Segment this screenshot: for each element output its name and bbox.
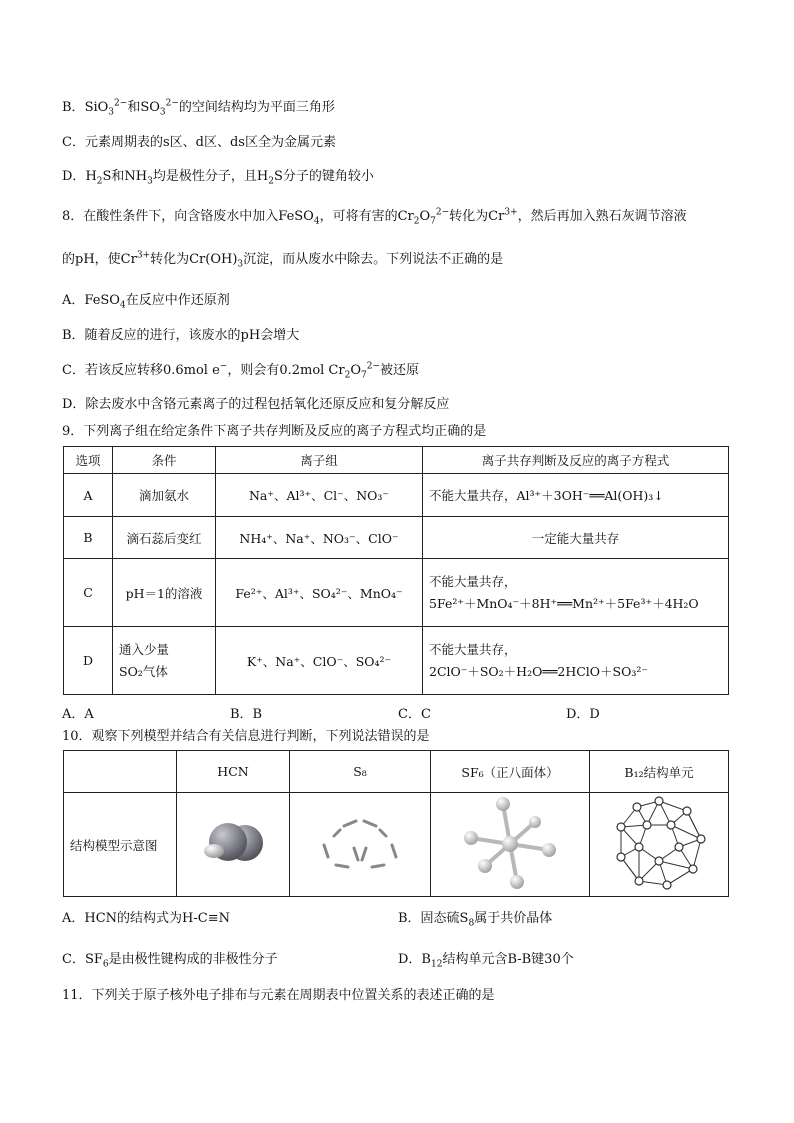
q10-model-row [64, 793, 729, 897]
row-ions: Na⁺、Al³⁺、Cl⁻、NO₃⁻ [216, 474, 423, 517]
q9-stem: 9．下列离子组在给定条件下离子共存判断及反应的离子方程式均正确的是 [62, 424, 487, 439]
q10-header-b12: B₁₂结构单元 [590, 751, 729, 793]
table-row [64, 559, 729, 627]
row-judgement [423, 559, 729, 627]
q8-option-c: C．若该反应转移0.6mol e−，则会有0.2mol $Cr_2O_7^{2-}$被还原 [62, 361, 420, 381]
q10-header-row [64, 751, 729, 793]
q9-header-ions: 离子组 [216, 447, 423, 474]
row-equation: 5Fe²⁺＋MnO₄⁻＋8H⁺══Mn²⁺＋5Fe³⁺＋4H₂O [429, 595, 699, 611]
table-row [64, 474, 729, 517]
row-condition [113, 627, 216, 695]
q9-answer-d[interactable]: D．D [566, 707, 600, 722]
s8-model-image [290, 793, 431, 897]
q9-table [63, 446, 729, 695]
row-option: B [64, 517, 113, 559]
b12-model-image [590, 793, 729, 897]
q9-answer-b[interactable]: B．B [230, 707, 263, 722]
row-condition: pH＝1的溶液 [113, 559, 216, 627]
hcn-model-image [177, 793, 290, 897]
row-condition: 滴石蕊后变红 [113, 517, 216, 559]
q10-option-b: B．固态硫$S_8$属于共价晶体 [398, 911, 553, 929]
q10-header-s8: S₈ [290, 751, 431, 793]
q11-stem: 11．下列关于原子核外电子排布与元素在周期表中位置关系的表述正确的是 [62, 988, 495, 1003]
s8-model-icon [314, 812, 406, 874]
q7-option-c: C．元素周期表的s区、d区、ds区全为金属元素 [62, 135, 336, 150]
q9-header-row [64, 447, 729, 474]
row-condition-line2: SO₂气体 [119, 663, 168, 679]
sf6-model-icon [455, 794, 565, 892]
q7-option-d: D．$H_2S$和$NH_3$均是极性分子，且$H_2S$分子的键角较小 [62, 169, 374, 187]
q10-option-a: A．HCN的结构式为H-C≡N [62, 911, 230, 926]
q9-header-condition: 条件 [113, 447, 216, 474]
row-equation: 2ClO⁻＋SO₂＋H₂O══2HClO＋SO₃²⁻ [429, 663, 648, 679]
q8-stem-line2: 的pH，使$Cr^{3+}$转化为$Cr(OH)_3$沉淀，而从废水中除去。下列说法不正确的是 [62, 250, 504, 270]
q10-option-d: D．$B_{12}$结构单元含B-B键30个 [398, 952, 574, 970]
q10-table [63, 750, 729, 897]
q10-header-empty [64, 751, 177, 793]
q9-answer-a[interactable]: A．A [62, 707, 94, 722]
q10-header-sf6: SF₆（正八面体） [431, 751, 590, 793]
q9-answer-c[interactable]: C．C [398, 707, 431, 722]
q8-option-a: A．FeSO$_4$在反应中作还原剂 [62, 293, 230, 311]
row-condition: 滴加氨水 [113, 474, 216, 517]
hcn-model-icon [198, 813, 268, 873]
table-row [64, 627, 729, 695]
sf6-model-image [431, 793, 590, 897]
table-row [64, 517, 729, 559]
row-judgement-text: 不能大量共存， [429, 573, 517, 589]
q9-answer-options [62, 703, 662, 721]
row-ions: Fe²⁺、Al³⁺、SO₄²⁻、MnO₄⁻ [216, 559, 423, 627]
row-judgement: 一定能大量共存 [423, 517, 729, 559]
row-option: D [64, 627, 113, 695]
row-judgement [423, 627, 729, 695]
row-option: C [64, 559, 113, 627]
row-ions: K⁺、Na⁺、ClO⁻、SO₄²⁻ [216, 627, 423, 695]
b12-model-icon [611, 795, 707, 891]
q8-option-d: D．除去废水中含铬元素离子的过程包括氧化还原反应和复分解反应 [62, 397, 450, 412]
row-judgement: 不能大量共存，Al³⁺＋3OH⁻══Al(OH)₃↓ [423, 474, 729, 517]
q10-header-hcn: HCN [177, 751, 290, 793]
row-judgement-text: 不能大量共存， [429, 641, 517, 657]
q9-header-judgement: 离子共存判断及反应的离子方程式 [423, 447, 729, 474]
q10-row-label: 结构模型示意图 [64, 793, 177, 897]
q10-stem: 10．观察下列模型并结合有关信息进行判断，下列说法错误的是 [62, 729, 430, 744]
row-condition-line1: 通入少量 [119, 641, 170, 657]
row-option: A [64, 474, 113, 517]
q9-header-option: 选项 [64, 447, 113, 474]
q7-option-b: B．SiO$_3^{2-}$和$SO_3^{2-}$的空间结构均为平面三角形 [62, 98, 335, 118]
q10-option-c: C．$SF_6$是由极性键构成的非极性分子 [62, 952, 278, 970]
q8-option-b: B．随着反应的进行，该废水的pH会增大 [62, 328, 300, 343]
q8-stem-line1: 8．在酸性条件下，向含铬废水中加入FeSO$_4$，可将有害的$Cr_2O_7^{2-}$转化为$Cr^{3+}$，然后再加入熟石灰调节溶液 [62, 207, 687, 227]
row-ions: NH₄⁺、Na⁺、NO₃⁻、ClO⁻ [216, 517, 423, 559]
